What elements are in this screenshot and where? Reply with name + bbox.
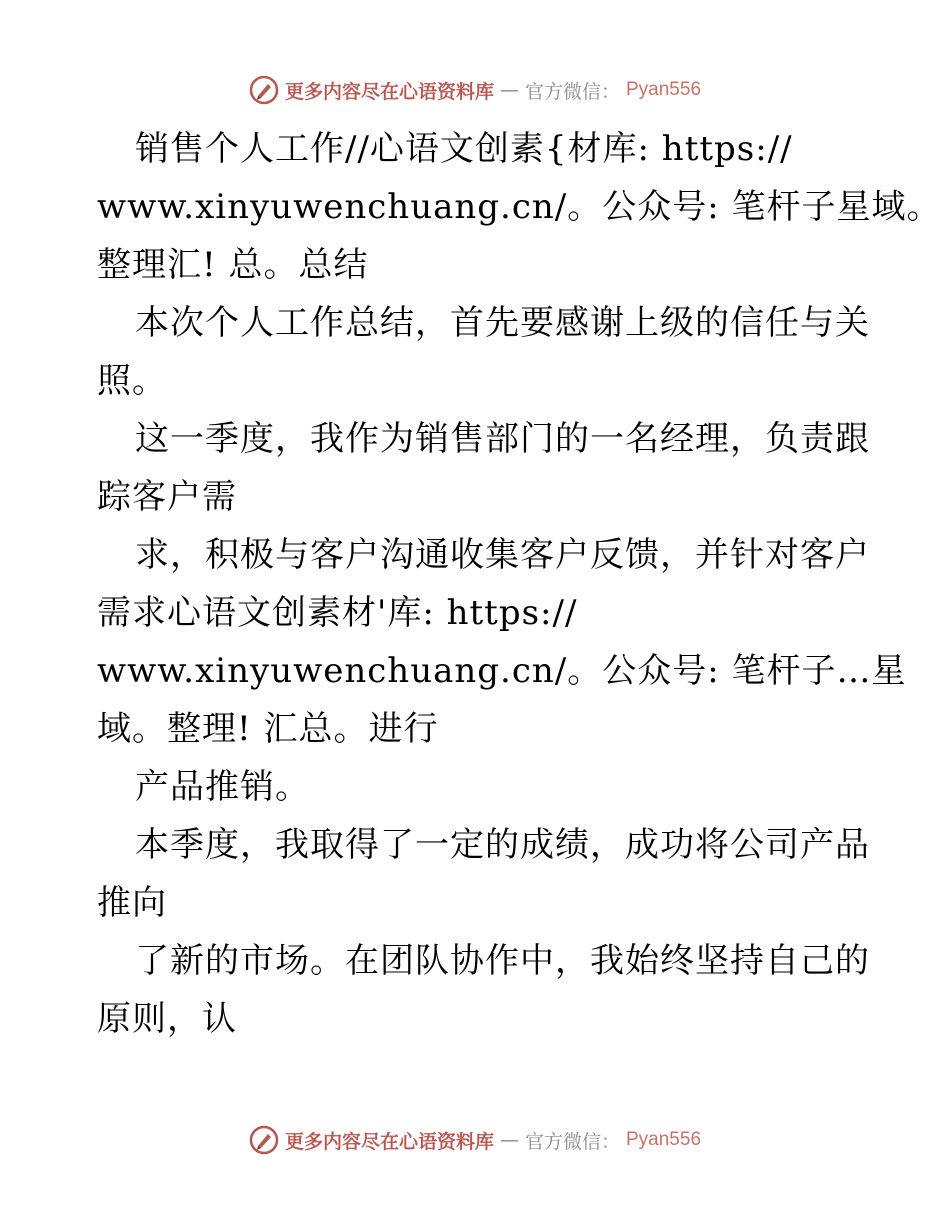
text-line: 本季度，我取得了一定的成绩，成功将公司产品 xyxy=(135,825,870,865)
footer-banner-sub: 官方微信： xyxy=(524,1130,620,1153)
header-banner-wechat: Pyan556 xyxy=(626,79,702,100)
text-line: 照。 xyxy=(97,361,167,401)
text-line: www.xinyuwenchuang.cn/。公众号: 笔杆子…星 xyxy=(97,651,907,691)
pen-logo-icon xyxy=(249,75,279,105)
document-body xyxy=(97,120,942,1048)
footer-banner-inner xyxy=(249,1125,701,1155)
text-line: 求，积极与客户沟通收集客户反馈，并针对客户 xyxy=(135,535,870,575)
text-line: 了新的市场。在团队协作中，我始终坚持自己的 xyxy=(135,941,870,981)
text-line: 需求心语文创素材'库: https:// xyxy=(97,593,578,633)
footer-banner-dash: — xyxy=(499,1129,519,1151)
text-line: 踪客户需 xyxy=(97,477,237,517)
header-banner-inner xyxy=(249,75,701,105)
text-line: 本次个人工作总结，首先要感谢上级的信任与关 xyxy=(135,303,870,343)
footer-banner xyxy=(0,1122,950,1158)
text-line: 销售个人工作//心语文创素{材库: https:// xyxy=(135,129,793,169)
text-line: www.xinyuwenchuang.cn/。公众号: 笔杆子星域。 xyxy=(97,187,942,227)
header-banner-sub: 官方微信： xyxy=(524,80,620,103)
header-banner-main: 更多内容尽在心语资料库 xyxy=(284,80,494,103)
text-line: 这一季度，我作为销售部门的一名经理，负责跟 xyxy=(135,419,870,459)
pen-logo-icon xyxy=(249,1125,279,1155)
header-banner-dash: — xyxy=(499,79,519,101)
text-line: 域。整理! 汇总。进行 xyxy=(97,709,439,749)
footer-banner-wechat: Pyan556 xyxy=(626,1129,702,1150)
header-banner xyxy=(0,72,950,108)
footer-banner-main: 更多内容尽在心语资料库 xyxy=(284,1130,494,1153)
text-line: 推向 xyxy=(97,883,167,923)
text-line: 原则，认 xyxy=(97,999,237,1039)
text-line: 产品推销。 xyxy=(135,767,310,807)
text-line: 整理汇! 总。总结 xyxy=(97,245,369,285)
